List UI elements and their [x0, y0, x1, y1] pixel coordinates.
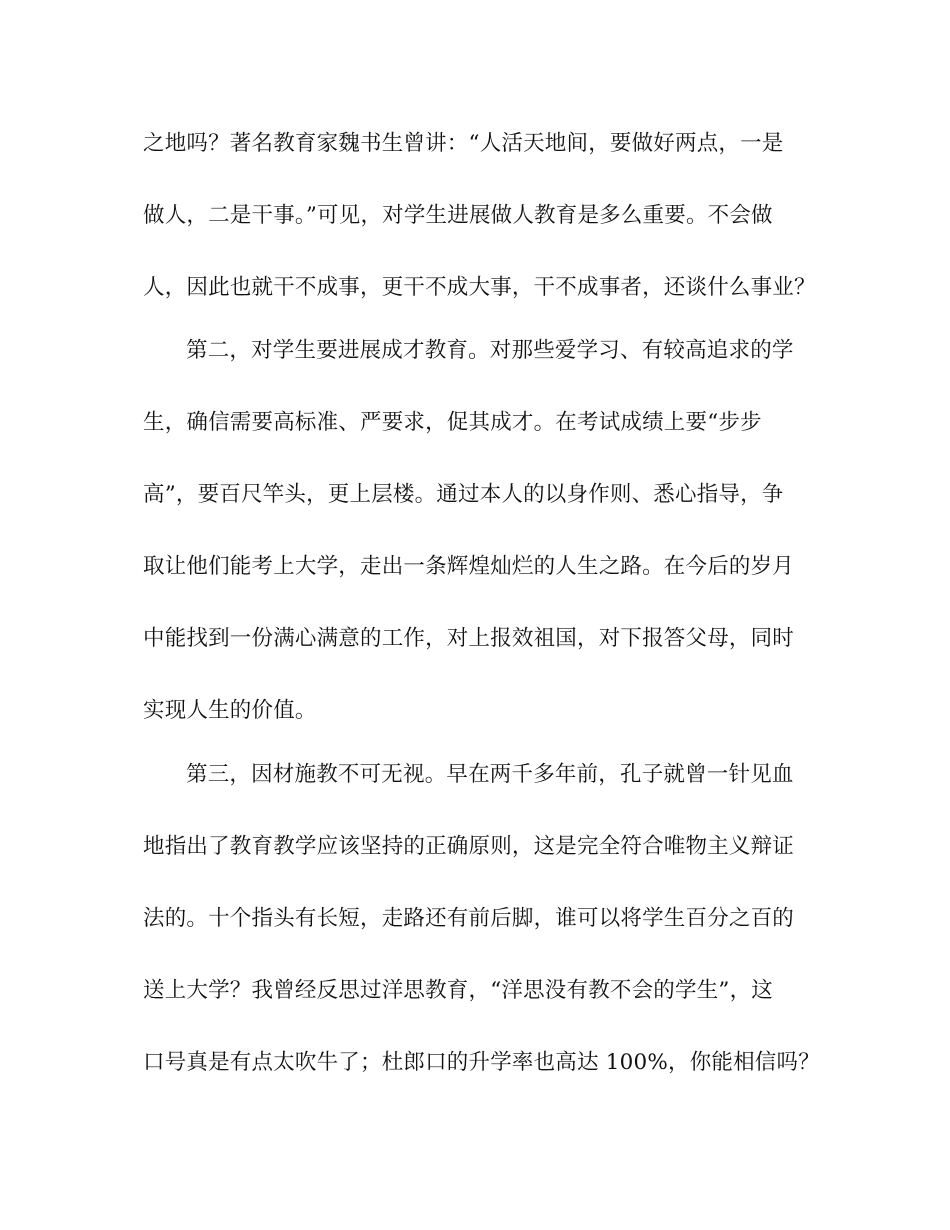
text-line: 取让他们能考上大学，走出一条辉煌灿烂的人生之路。在今后的岁月 — [143, 554, 795, 579]
paragraph-start-line: 第三，因材施教不可无视。早在两千多年前，孔子就曾一针见血 — [186, 762, 794, 787]
text-line: 中能找到一份满心满意的工作，对上报效祖国，对下报答父母，同时 — [143, 626, 795, 651]
text-line: 之地吗？著名教育家魏书生曾讲：“人活天地间，要做好两点，一是 — [143, 131, 784, 156]
text-line: 高”，要百尺竿头，更上层楼。通过本人的以身作则、悉心指导，争 — [143, 482, 784, 507]
text-line: 地指出了教育教学应该坚持的正确原则，这是完全符合唯物主义辩证 — [143, 834, 795, 859]
text-line: 人，因此也就干不成事，更干不成大事，干不成事者，还谈什么事业？ — [143, 275, 816, 300]
paragraph-start-line: 第二，对学生要进展成才教育。对那些爱学习、有较高追求的学 — [186, 338, 794, 363]
text-line: 法的。十个指头有长短，走路还有前后脚，谁可以将学生百分之百的 — [143, 906, 795, 931]
text-line: 实现人生的价值。 — [143, 698, 317, 723]
text-line: 送上大学？我曾经反思过洋思教育，“洋思没有教不会的学生”，这 — [143, 978, 773, 1003]
text-line: 口号真是有点太吹牛了；杜郎口的升学率也高达 100%，你能相信吗？ — [143, 1050, 820, 1075]
text-line: 做人，二是干事。”可见，对学生进展做人教育是多么重要。不会做 — [143, 203, 773, 228]
text-line: 生，确信需要高标准、严要求，促其成才。在考试成绩上要“步步 — [143, 410, 762, 435]
